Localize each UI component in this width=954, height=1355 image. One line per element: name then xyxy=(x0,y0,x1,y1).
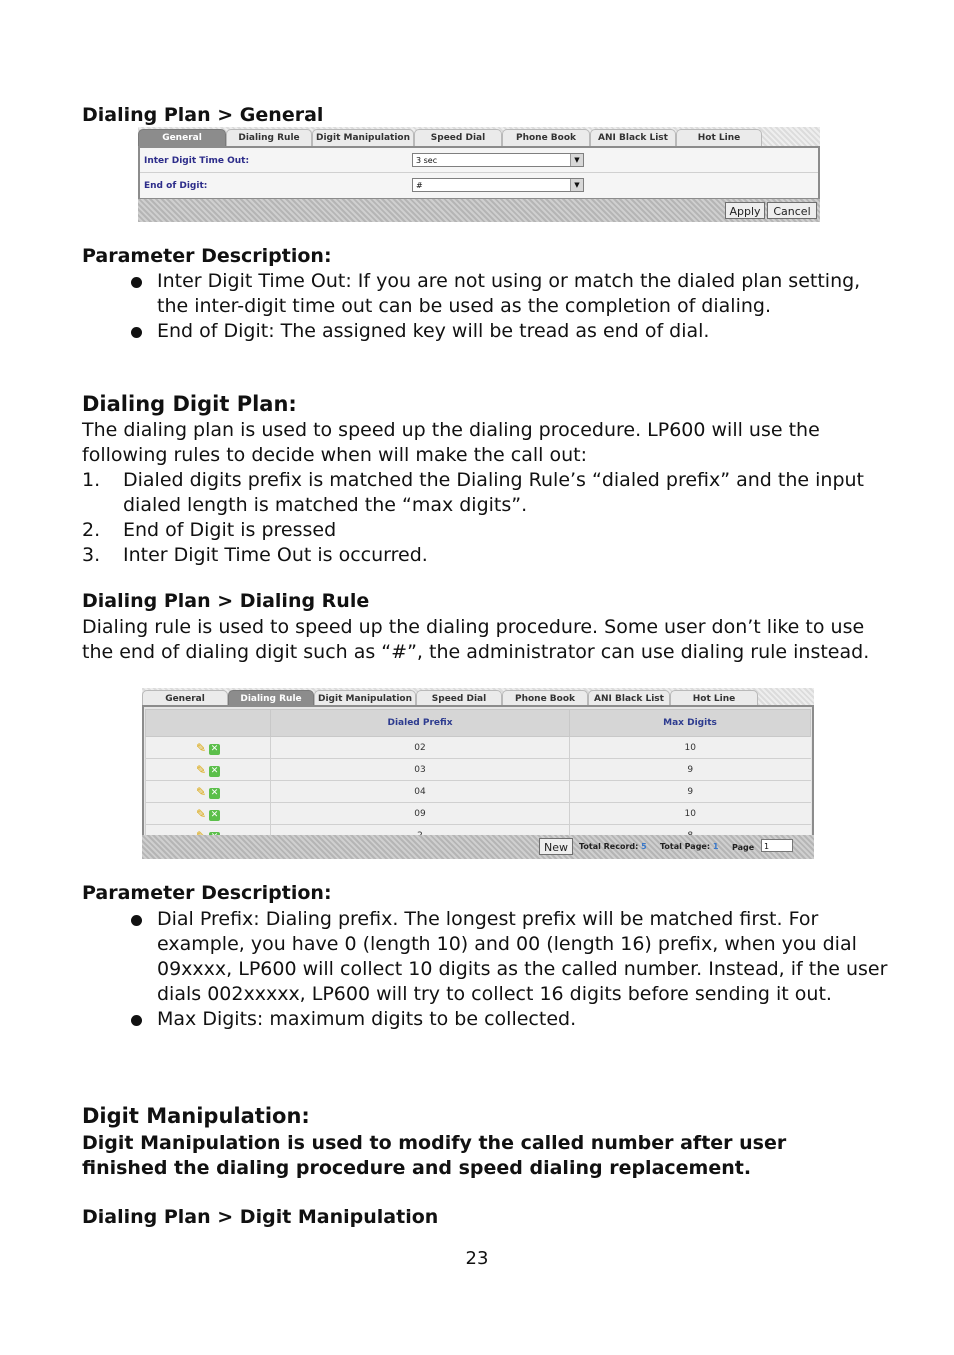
rules-table-container xyxy=(142,705,814,837)
edit-icon[interactable]: ✎ xyxy=(196,762,207,777)
end-of-digit-label: End of Digit: xyxy=(144,181,208,191)
list-item xyxy=(82,543,882,568)
dialed-prefix-cell: 04 xyxy=(271,781,570,803)
tab-speed-dial[interactable]: Speed Dial xyxy=(414,129,502,147)
list-item xyxy=(128,269,888,319)
tab-general[interactable]: General xyxy=(138,129,226,147)
row-actions xyxy=(146,803,271,825)
dialing-rule-text: Dialing rule is used to speed up the dialing procedure. Some user don’t like to use the end of dialing digit such as “#”, the administrator can use dialing rule instead. xyxy=(82,616,870,663)
bullet-icon xyxy=(131,277,142,288)
tab-bar xyxy=(138,127,820,147)
tab-hot-line[interactable]: Hot Line xyxy=(670,690,758,708)
dialed-prefix-header: Dialed Prefix xyxy=(271,710,570,737)
tab-dialing-rule[interactable]: Dialing Rule xyxy=(226,129,312,147)
section-heading-dialing-rule: Dialing Plan > Dialing Rule xyxy=(82,590,370,612)
parameter-description-heading: Parameter Description: xyxy=(82,245,332,267)
chevron-down-icon: ▼ xyxy=(570,154,583,166)
dialing-rule-parameter-list xyxy=(128,907,888,1032)
bullet-icon xyxy=(131,915,142,926)
section-heading-general: Dialing Plan > General xyxy=(82,104,324,126)
list-item-text: Inter Digit Time Out is occurred. xyxy=(123,544,428,566)
table-header-row xyxy=(146,710,811,737)
max-digits-cell: 9 xyxy=(570,781,811,803)
button-bar xyxy=(138,199,820,222)
row-divider xyxy=(140,172,818,173)
bullet-icon xyxy=(131,327,142,338)
tab-ani-black-list[interactable]: ANI Black List xyxy=(588,690,670,708)
table-row xyxy=(146,759,811,781)
delete-icon[interactable]: ✕ xyxy=(210,787,219,798)
new-button[interactable]: New xyxy=(539,838,573,855)
row-actions xyxy=(146,737,271,759)
total-record-info xyxy=(579,842,647,851)
tab-general[interactable]: General xyxy=(142,690,228,708)
tab-dialing-rule[interactable]: Dialing Rule xyxy=(228,690,314,708)
cancel-button[interactable]: Cancel xyxy=(767,202,817,219)
list-item-text: End of Digit is pressed xyxy=(123,519,337,541)
list-item-text: End of Digit: The assigned key will be tread as end of dial. xyxy=(157,320,710,342)
settings-form xyxy=(138,146,820,200)
actions-column-header xyxy=(146,710,271,737)
chevron-down-icon: ▼ xyxy=(570,179,583,191)
tab-bar xyxy=(142,688,814,706)
list-item xyxy=(82,468,882,518)
max-digits-cell: 9 xyxy=(570,759,811,781)
delete-icon[interactable]: ✕ xyxy=(210,809,219,820)
end-of-digit-select[interactable] xyxy=(412,178,584,192)
max-digits-header: Max Digits xyxy=(570,710,811,737)
end-of-digit-value: # xyxy=(416,181,423,190)
section-heading-digit-manipulation: Dialing Plan > Digit Manipulation xyxy=(82,1206,439,1228)
total-page-value: 1 xyxy=(712,842,719,851)
delete-icon[interactable]: ✕ xyxy=(210,743,219,754)
inter-digit-timeout-select[interactable] xyxy=(412,153,584,167)
edit-icon[interactable]: ✎ xyxy=(196,740,207,755)
dialing-digit-plan-list xyxy=(82,468,882,568)
row-actions xyxy=(146,759,271,781)
table-row xyxy=(146,737,811,759)
page-input[interactable]: 1 xyxy=(761,839,793,852)
digit-manipulation-description: Digit Manipulation is used to modify the called number after user finished the dialing procedure and speed dialing replacement. xyxy=(82,1132,787,1179)
list-item-text: Dialed digits prefix is matched the Dialing Rule’s “dialed prefix” and the input dialed length is matched the “max digits”. xyxy=(123,469,864,516)
max-digits-cell: 10 xyxy=(570,737,811,759)
general-settings-panel xyxy=(138,127,820,222)
total-record-value: 5 xyxy=(641,842,647,851)
digit-manipulation-heading: Digit Manipulation: xyxy=(82,1104,310,1128)
total-page-label: Total Page: xyxy=(660,842,711,851)
total-page-info xyxy=(660,842,718,851)
list-item xyxy=(128,1007,888,1032)
tab-phone-book[interactable]: Phone Book xyxy=(502,690,588,708)
dialed-prefix-cell: 09 xyxy=(271,803,570,825)
dialing-digit-plan-heading: Dialing Digit Plan: xyxy=(82,392,297,416)
apply-button[interactable]: Apply xyxy=(725,202,765,219)
tab-ani-black-list[interactable]: ANI Black List xyxy=(590,129,676,147)
list-item xyxy=(128,319,888,344)
table-row xyxy=(146,781,811,803)
edit-icon[interactable]: ✎ xyxy=(196,784,207,799)
list-number: 1. xyxy=(82,469,101,491)
list-number: 3. xyxy=(82,544,101,566)
tab-phone-book[interactable]: Phone Book xyxy=(502,129,590,147)
tab-digit-manipulation[interactable]: Digit Manipulation xyxy=(312,129,414,147)
dialed-prefix-cell: 03 xyxy=(271,759,570,781)
tab-hot-line[interactable]: Hot Line xyxy=(676,129,762,147)
page-number: 23 xyxy=(465,1248,489,1269)
list-item-text: Inter Digit Time Out: If you are not using or match the dialed plan setting, the inter-digit time out can be used as the completion of dialing. xyxy=(157,270,861,317)
table-row xyxy=(146,803,811,825)
delete-icon[interactable]: ✕ xyxy=(210,765,219,776)
list-number: 2. xyxy=(82,519,101,541)
list-item xyxy=(128,907,888,1007)
dialing-digit-plan-text: The dialing plan is used to speed up the dialing procedure. LP600 will use the following rules to decide when will make the call out: xyxy=(82,419,820,466)
page-label: Page xyxy=(732,843,755,852)
table-footer-bar xyxy=(142,835,814,859)
inter-digit-timeout-value: 3 sec xyxy=(416,156,438,165)
row-actions xyxy=(146,781,271,803)
bullet-icon xyxy=(131,1015,142,1026)
inter-digit-timeout-label: Inter Digit Time Out: xyxy=(144,156,250,166)
dialing-rule-panel xyxy=(142,688,814,859)
tab-digit-manipulation[interactable]: Digit Manipulation xyxy=(314,690,416,708)
edit-icon[interactable]: ✎ xyxy=(196,806,207,821)
max-digits-cell: 10 xyxy=(570,803,811,825)
dialed-prefix-cell: 02 xyxy=(271,737,570,759)
general-parameter-list xyxy=(128,269,888,344)
list-item-text: Dial Prefix: Dialing prefix. The longest prefix will be matched first. For example, you have 0 (length 10) and 00 (length 16) prefix, when you dial 09xxxx, LP600 will collect 10 digits as the called number. Instead, if the user dials 002xxxxx, LP600 will try to collect 16 digits before sending it out. xyxy=(157,908,888,1005)
list-item xyxy=(82,518,882,543)
list-item-text: Max Digits: maximum digits to be collected. xyxy=(157,1008,577,1030)
dialing-rules-table xyxy=(145,709,811,846)
total-record-label: Total Record: xyxy=(579,842,639,851)
tab-speed-dial[interactable]: Speed Dial xyxy=(416,690,502,708)
parameter-description-heading: Parameter Description: xyxy=(82,882,332,904)
